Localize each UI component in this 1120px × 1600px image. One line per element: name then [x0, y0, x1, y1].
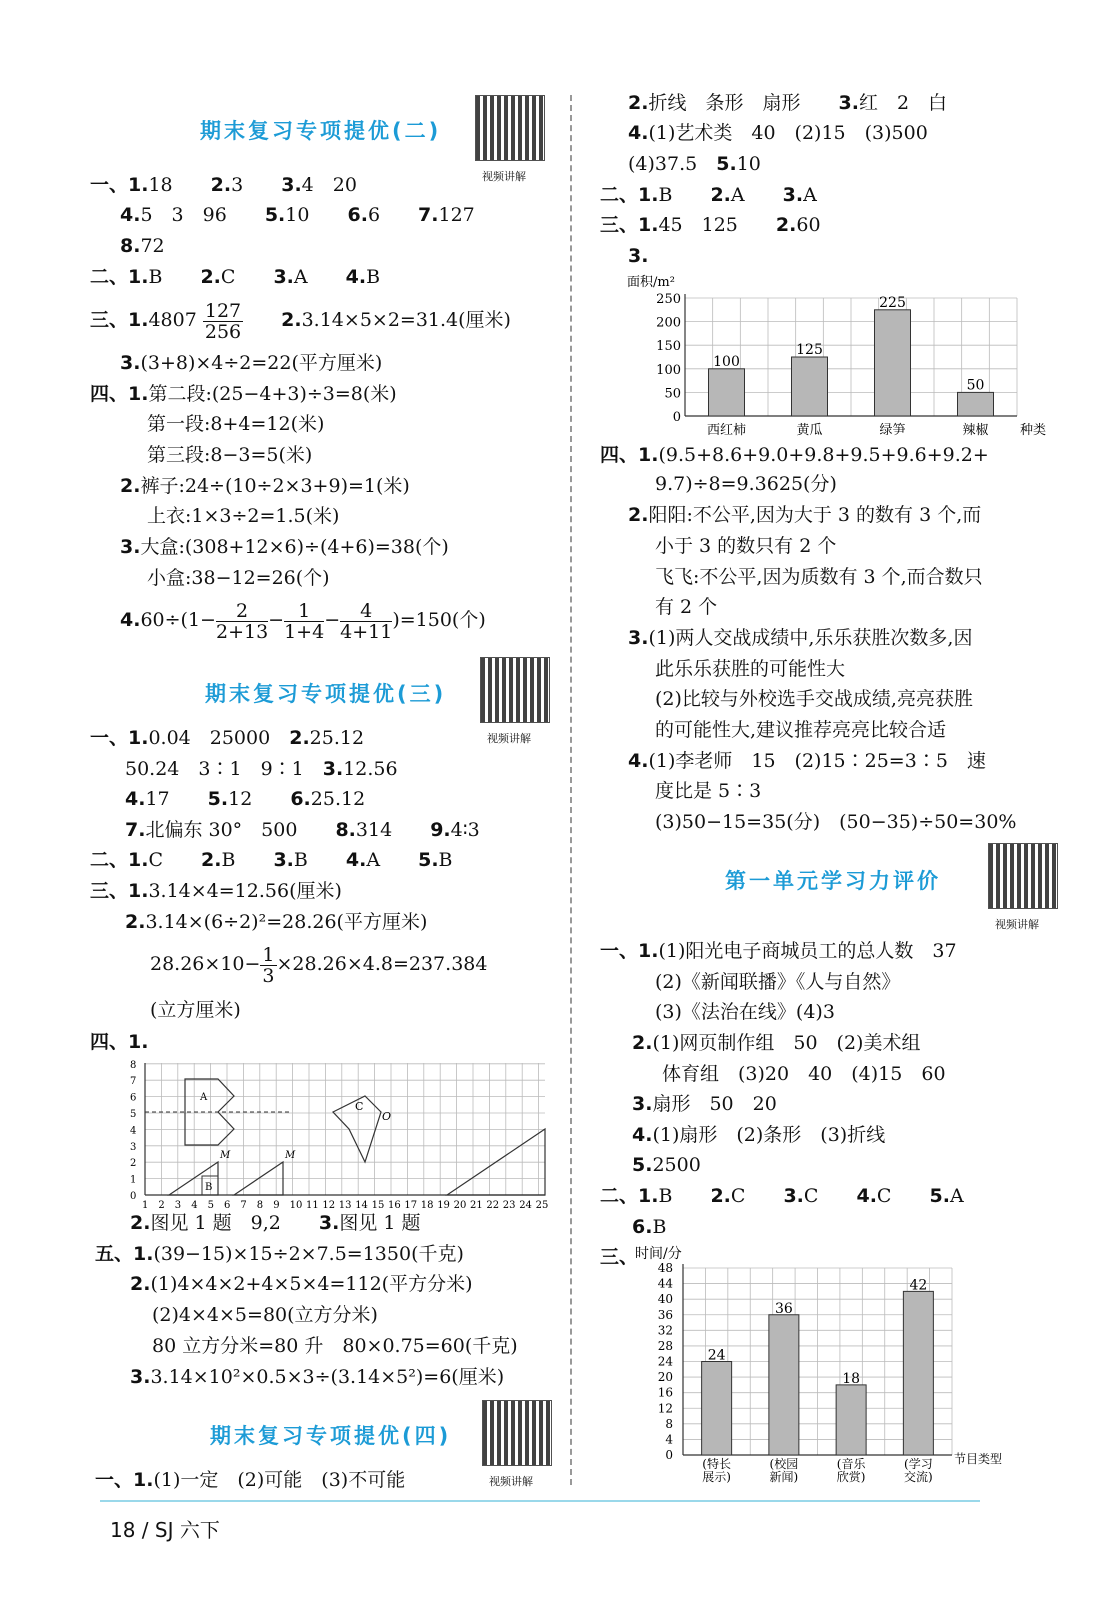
section-title-3: 期末复习专项提优(三)	[205, 682, 447, 706]
data-label: 36	[774, 1300, 793, 1317]
answer-line: 2.阳阳:不公平,因为大于 3 的数有 3 个,而	[628, 504, 982, 526]
label-b: B	[205, 1182, 213, 1193]
answer-line: 三、1.45 125 2.60	[600, 214, 821, 236]
answer-line: 此乐乐获胜的可能性大	[655, 658, 846, 680]
answer-line: 3.	[628, 245, 649, 267]
qr-code-icon	[480, 657, 550, 723]
y-tick-label: 2	[130, 1158, 137, 1170]
answer-line: 50.24 3∶1 9∶1 3.12.56	[125, 758, 398, 780]
x-tick-label: 23	[502, 1200, 516, 1210]
x-tick-label: 13	[338, 1200, 352, 1210]
answer-line: 飞飞:不公平,因为质数有 3 个,而合数只	[655, 566, 983, 588]
answer-line: 度比是 5∶3	[655, 780, 762, 802]
answer-line: 2.图见 1 题 9,2 3.图见 1 题	[130, 1212, 421, 1234]
qr-caption: 视频讲解	[487, 732, 531, 745]
answer-line: 28.26×10− $\frac{1}{3}$ ×28.26×4.8=237.384	[150, 943, 488, 987]
answer-line: 3.(1)两人交战成绩中,乐乐获胜次数多,因	[628, 627, 973, 649]
answer-line: 8.72	[120, 235, 165, 257]
data-label: 125	[796, 342, 823, 358]
page-footer: 18 / SJ 六下	[110, 1518, 220, 1542]
y-tick-label: 40	[657, 1292, 673, 1307]
answer-line: 三、1.3.14×4=12.56(厘米)	[90, 880, 342, 902]
coordinate-grid-figure	[120, 1058, 555, 1210]
answer-line: 一、1.(1)阳光电子商城员工的总人数 37	[600, 940, 957, 962]
bar	[875, 310, 911, 416]
answer-line: 有 2 个	[655, 596, 718, 618]
y-tick-label: 100	[656, 362, 681, 378]
x-tick-label: 21	[470, 1200, 483, 1210]
answer-line: 一、1.(1)一定 (2)可能 (3)不可能	[95, 1469, 406, 1491]
answer-line: 二、1.B 2.A 3.A	[600, 184, 817, 206]
x-tick-label: (音乐	[836, 1457, 866, 1471]
answer-line: 3.(3+8)×4÷2=22(平方厘米)	[120, 352, 383, 374]
y-tick-label: 12	[657, 1401, 673, 1416]
x-axis-label: 种类	[1020, 423, 1047, 438]
fraction: $\frac{1}{3}$	[262, 943, 275, 987]
y-tick-label: 44	[657, 1276, 673, 1291]
y-tick-label: 20	[657, 1370, 673, 1385]
answer-line: (4)37.5 5.10	[628, 153, 761, 175]
section-title-unit: 第一单元学习力评价	[725, 869, 941, 893]
bar	[792, 357, 828, 416]
x-tick-label: 19	[437, 1200, 450, 1210]
y-tick-label: 16	[657, 1385, 673, 1400]
y-axis-label: 面积/m²	[627, 275, 675, 290]
column-divider	[570, 95, 572, 1485]
x-tick-label: 交流)	[904, 1470, 933, 1484]
y-axis-label: 时间/分	[635, 1246, 682, 1262]
qr-code-icon	[988, 843, 1058, 909]
x-tick-label: (学习	[904, 1457, 933, 1471]
data-label: 18	[842, 1370, 861, 1387]
bar	[958, 392, 994, 416]
answer-line: 80 立方分米=80 升 80×0.75=60(千克)	[152, 1335, 518, 1357]
bar	[709, 369, 745, 416]
y-tick-label: 24	[657, 1354, 673, 1369]
x-tick-label: 15	[371, 1200, 385, 1210]
x-tick-label: 9	[273, 1200, 280, 1210]
y-tick-label: 28	[657, 1338, 673, 1353]
data-label: 24	[707, 1347, 726, 1364]
answer-line: 4.(1)艺术类 40 (2)15 (3)500	[628, 122, 928, 144]
qr-caption: 视频讲解	[995, 918, 1039, 931]
answer-line: 一、1.0.04 25000 2.25.12	[90, 727, 365, 749]
y-tick-label: 5	[130, 1109, 137, 1120]
x-tick-label: 2	[158, 1200, 165, 1210]
x-tick-label: (校园	[769, 1457, 799, 1471]
x-tick-label: 11	[306, 1200, 319, 1210]
x-tick-label: 西红柿	[706, 423, 747, 438]
bar	[769, 1315, 799, 1455]
answer-line: (2)4×4×5=80(立方分米)	[152, 1304, 378, 1326]
y-tick-label: 0	[665, 1448, 673, 1462]
y-tick-label: 0	[130, 1191, 137, 1202]
x-tick-label: 辣椒	[962, 423, 989, 438]
answer-line: 的可能性大,建议推荐亮亮比较合适	[655, 719, 947, 741]
answer-line: 小于 3 的数只有 2 个	[655, 535, 837, 557]
x-tick-label: 16	[388, 1200, 401, 1210]
y-tick-label: 8	[130, 1059, 137, 1071]
x-tick-label: 绿笋	[879, 423, 906, 438]
qr-code-icon	[482, 1400, 552, 1466]
answer-line: 2.3.14×(6÷2)²=28.26(平方厘米)	[125, 911, 428, 933]
answer-line: 3.大盒:(308+12×6)÷(4+6)=38(个)	[120, 536, 449, 558]
area-bar-chart	[625, 268, 1055, 440]
bar	[702, 1362, 732, 1456]
x-tick-label: 17	[404, 1200, 418, 1210]
footer-rule	[100, 1500, 980, 1502]
x-tick-label: 8	[256, 1200, 264, 1210]
data-label: 225	[879, 294, 906, 311]
x-tick-label: 新闻)	[769, 1470, 799, 1484]
qr-code-icon	[475, 95, 545, 161]
time-bar-chart	[625, 1240, 1025, 1495]
x-tick-label: 12	[322, 1200, 336, 1210]
y-tick-label: 3	[130, 1141, 137, 1153]
answer-line: 四、1.第二段:(25−4+3)÷3=8(米)	[90, 383, 397, 405]
label-a: A	[200, 1092, 208, 1103]
y-tick-label: 0	[672, 410, 681, 425]
answer-line: 9.7)÷8=9.3625(分)	[655, 473, 837, 495]
y-tick-label: 200	[656, 315, 681, 331]
fraction: $\frac{127}{256}$	[204, 299, 242, 343]
x-tick-label: 6	[224, 1200, 231, 1210]
answer-line: (2)比较与外校选手交战成绩,亮亮获胜	[655, 688, 973, 710]
answer-line: 四、1.(9.5+8.6+9.0+9.8+9.5+9.6+9.2+	[600, 444, 989, 466]
qr-caption: 视频讲解	[482, 170, 526, 183]
answer-line: 上衣:1×3÷2=1.5(米)	[147, 505, 340, 527]
answer-line: 五、1.(39−15)×15÷2×7.5=1350(千克)	[95, 1243, 464, 1265]
y-tick-label: 32	[657, 1323, 673, 1338]
x-tick-label: 20	[453, 1200, 467, 1210]
bar	[903, 1291, 933, 1455]
fraction: $\frac{2}{2+13}$	[215, 599, 269, 643]
y-tick-label: 6	[130, 1092, 137, 1104]
answer-line: 2.折线 条形 扇形 3.红 2 白	[628, 92, 948, 114]
y-tick-label: 1	[130, 1174, 137, 1186]
label-m: M	[285, 1150, 296, 1161]
answer-line: (3)《法治在线》(4)3	[655, 1001, 835, 1023]
answer-line: 4.17 5.12 6.25.12	[125, 788, 366, 810]
x-tick-label: (特长	[702, 1457, 731, 1471]
answer-line: 二、1.B 2.C 3.A 4.B	[90, 266, 381, 288]
x-tick-label: 欣赏)	[836, 1470, 866, 1484]
y-tick-label: 7	[130, 1076, 137, 1088]
answer-line: 4.5 3 96 5.10 6.6 7.127	[120, 204, 475, 226]
qr-caption: 视频讲解	[489, 1475, 533, 1488]
answer-line: 3.扇形 50 20	[632, 1093, 777, 1115]
label-m: M	[220, 1150, 231, 1161]
fraction: $\frac{4}{4+11}$	[340, 599, 393, 643]
x-tick-label: 10	[289, 1200, 303, 1210]
answer-line: 体育组 (3)20 40 (4)15 60	[662, 1063, 946, 1085]
x-tick-label: 25	[535, 1200, 549, 1210]
answer-line: 7.北偏东 30° 500 8.314 9.4∶3	[125, 819, 480, 841]
section-title-2: 期末复习专项提优(二)	[200, 119, 442, 143]
answer-line: (立方厘米)	[150, 999, 241, 1021]
answer-line: 一、1.18 2.3 3.4 20	[90, 174, 357, 196]
answer-line: 三、	[600, 1246, 639, 1268]
y-tick-label: 150	[656, 339, 681, 355]
x-tick-label: 14	[355, 1200, 368, 1210]
y-tick-label: 4	[665, 1432, 673, 1447]
answer-line: 6.B	[632, 1216, 667, 1238]
y-tick-label: 36	[657, 1307, 673, 1322]
answer-line: 第一段:8+4=12(米)	[147, 413, 325, 435]
y-tick-label: 8	[665, 1416, 673, 1431]
data-label: 100	[713, 353, 740, 370]
x-tick-label: 24	[519, 1200, 532, 1210]
x-tick-label: 4	[191, 1200, 198, 1210]
answer-line: 5.2500	[632, 1154, 701, 1176]
answer-line: 三、1.4807 $\frac{127}{256}$ 2.3.14×5×2=31.4(厘米)	[90, 299, 511, 343]
answer-line: 4.(1)李老师 15 (2)15∶25=3∶5 速	[628, 750, 986, 772]
label-c: C	[355, 1100, 364, 1113]
answer-line: (3)50−15=35(分) (50−35)÷50=30%	[655, 811, 1017, 833]
answer-line: 2.裤子:24÷(10÷2×3+9)=1(米)	[120, 475, 410, 497]
x-tick-label: 黄瓜	[796, 423, 823, 438]
answer-line: 第三段:8−3=5(米)	[147, 444, 313, 466]
x-tick-label: 3	[174, 1200, 182, 1210]
answer-line: 二、1.C 2.B 3.B 4.A 5.B	[90, 849, 453, 871]
fraction: $\frac{1}{1+4}$	[284, 599, 325, 643]
x-axis-label: 节目类型	[954, 1452, 1003, 1466]
x-tick-label: 18	[420, 1200, 434, 1210]
answer-line: 四、1.	[90, 1031, 149, 1053]
answer-line: 二、1.B 2.C 3.C 4.C 5.A	[600, 1185, 964, 1207]
answer-line: 2.(1)网页制作组 50 (2)美术组	[632, 1032, 921, 1054]
y-tick-label: 4	[130, 1125, 137, 1137]
answer-line: 4.60÷(1− $\frac{2}{2+13}$ − $\frac{1}{1+4}$ − $\frac{4}{4+11}$ )=150(个)	[120, 599, 486, 643]
x-tick-label: 22	[486, 1200, 500, 1210]
data-label: 42	[909, 1277, 928, 1294]
y-tick-label: 50	[664, 386, 681, 402]
data-label: 50	[966, 377, 985, 394]
x-tick-label: 7	[240, 1200, 247, 1210]
answer-line: 小盒:38−12=26(个)	[147, 567, 330, 589]
section-title-4: 期末复习专项提优(四)	[210, 1424, 452, 1448]
x-tick-label: 展示)	[702, 1470, 731, 1484]
x-tick-label: 5	[207, 1200, 214, 1210]
y-tick-label: 250	[656, 292, 681, 307]
answer-line: 2.(1)4×4×2+4×5×4=112(平方分米)	[130, 1273, 473, 1295]
y-tick-label: 48	[657, 1261, 673, 1275]
answer-line: 3.3.14×10²×0.5×3÷(3.14×5²)=6(厘米)	[130, 1366, 505, 1388]
answer-line: 4.(1)扇形 (2)条形 (3)折线	[632, 1124, 886, 1146]
label-o: O	[382, 1110, 392, 1123]
answer-line: (2)《新闻联播》《人与自然》	[655, 971, 901, 993]
x-tick-label: 1	[142, 1200, 149, 1210]
bar	[836, 1385, 866, 1455]
